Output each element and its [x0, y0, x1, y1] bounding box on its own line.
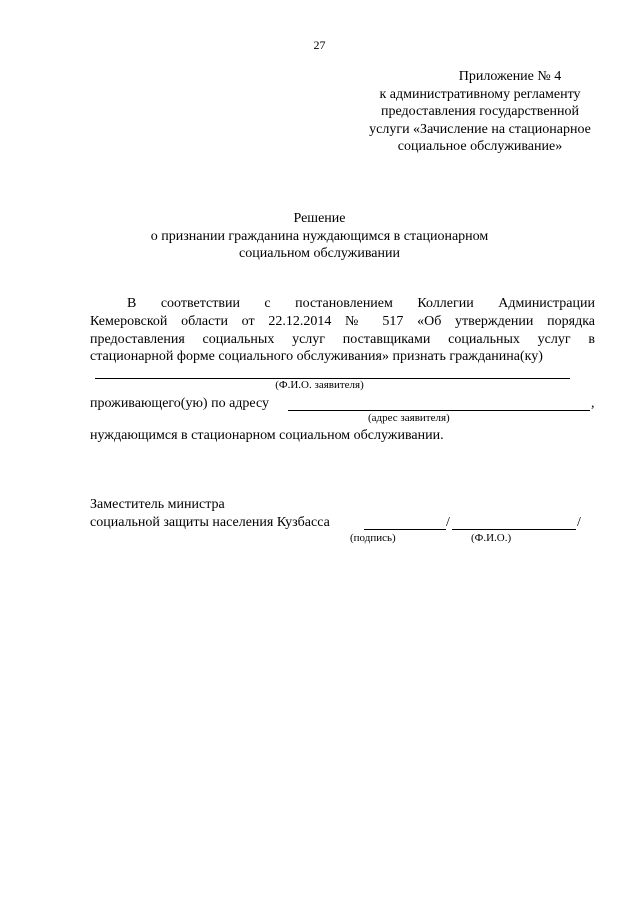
signatory-department: социальной защиты населения Кузбасса [90, 515, 330, 530]
annex-line: Приложение № 4 [458, 69, 562, 84]
document-title [0, 210, 639, 263]
fio-caption: (Ф.И.О. заявителя) [275, 379, 364, 391]
signature-slash-end: / [577, 515, 581, 530]
page-number: 27 [313, 38, 326, 52]
body-line-1: В соответствии с постановлением Коллегии Администрации [127, 296, 595, 311]
annex-line: социальное обслуживание» [397, 139, 563, 154]
title-line: о признании гражданина нуждающимся в стационарном [150, 228, 489, 244]
annex-line: предоставления государственной [380, 104, 580, 119]
signature-blank-line [364, 529, 446, 530]
conclusion-text: нуждающимся в стационарном социальном обслуживании. [90, 428, 444, 443]
body-line-4: стационарной форме социального обслуживания» признать гражданина(ку) [90, 349, 543, 364]
body-line-2: Кемеровской области от 22.12.2014 № 517 «Об утверждении порядка [90, 314, 595, 329]
annex-line: услуги «Зачисление на стационарное [369, 121, 591, 137]
signature-slash: / [446, 515, 450, 530]
signatory-title: Заместитель министра [90, 497, 225, 512]
address-caption: (адрес заявителя) [368, 412, 450, 424]
address-blank-line [288, 410, 590, 411]
annex-header [330, 68, 630, 156]
title-line: Решение [293, 211, 346, 226]
signature-fio-blank-line [452, 529, 576, 530]
fio-short-caption: (Ф.И.О.) [471, 532, 512, 544]
annex-line: к административному регламенту [379, 86, 581, 102]
title-line: социальном обслуживании [239, 246, 400, 261]
body-line-3: предоставления социальных услуг поставщиками социальных услуг в [90, 332, 595, 347]
address-prefix: проживающего(ую) по адресу [90, 396, 269, 411]
signature-caption: (подпись) [350, 532, 396, 544]
address-comma: , [591, 396, 595, 411]
